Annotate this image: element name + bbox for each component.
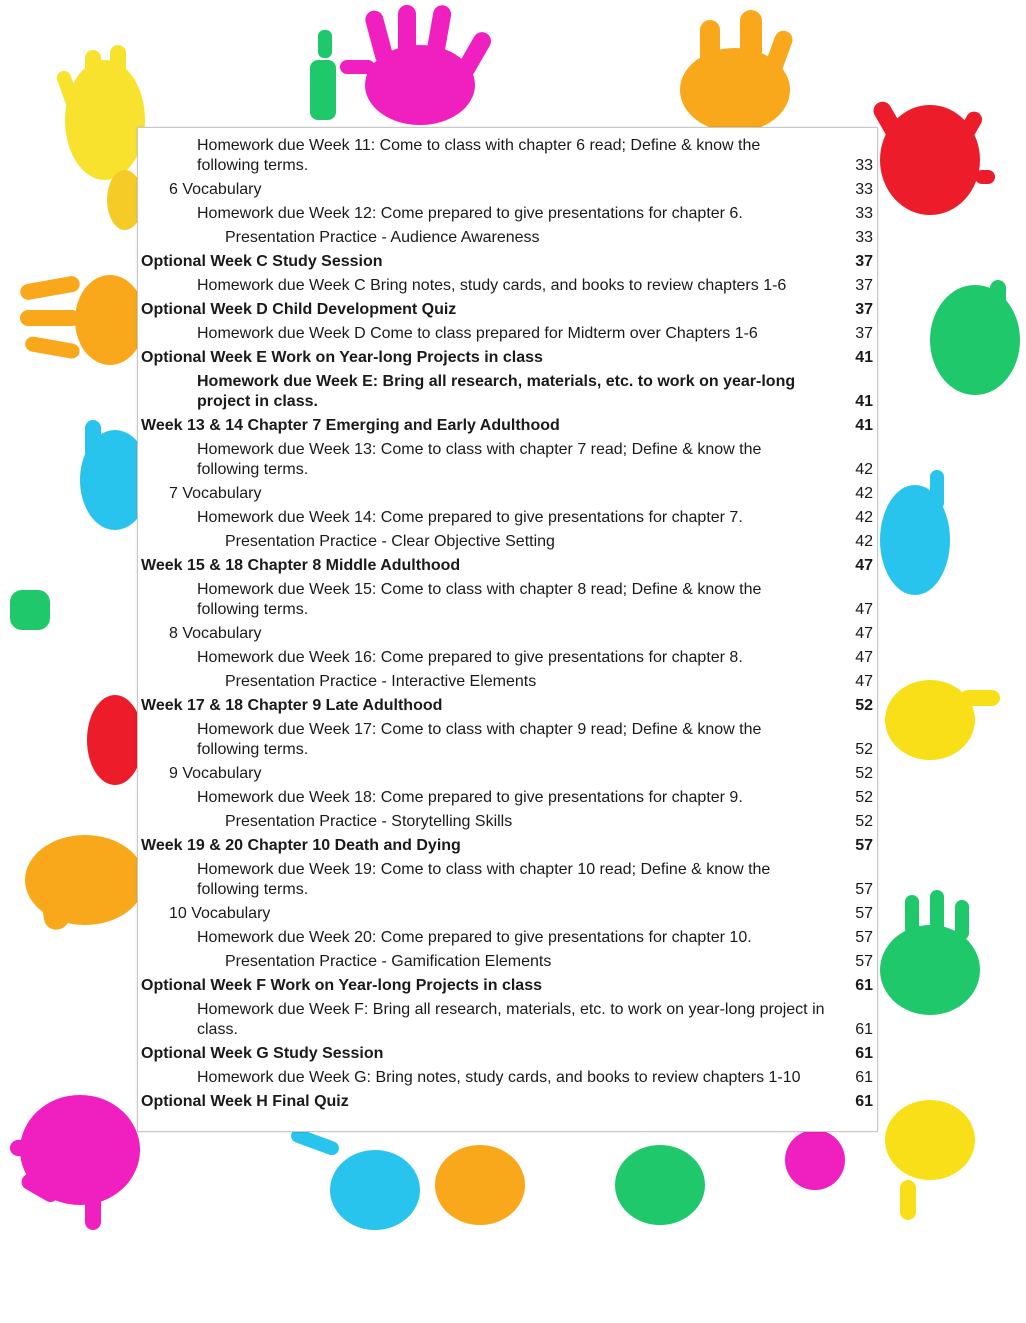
handprint-cyan-right	[880, 470, 950, 595]
toc-entry-title: 6 Vocabulary	[169, 181, 262, 198]
handprint-magenta-bottom-right	[785, 1130, 845, 1190]
toc-entry-title: Optional Week F Work on Year-long Projects in class	[141, 977, 542, 994]
toc-entry-title: Week 17 & 18 Chapter 9 Late Adulthood	[141, 697, 443, 714]
toc-entry-title: Homework due Week 14: Come prepared to give presentations for chapter 7.	[197, 509, 743, 526]
toc-entry-title: Homework due Week 17: Come to class with chapter 9 read; Define & know the	[197, 721, 762, 738]
handprint-red-left	[87, 695, 143, 785]
toc-entry-title: Homework due Week 11: Come to class with chapter 6 read; Define & know the	[197, 137, 761, 154]
toc-entry-title: Optional Week D Child Development Quiz	[141, 301, 457, 318]
toc-entry-title-continued: following terms.	[197, 601, 309, 618]
toc-entry-page-number: 57	[855, 837, 873, 854]
toc-entry-page-number: 41	[855, 417, 873, 434]
handprint-green-top	[310, 30, 336, 120]
toc-entry-page-number: 33	[855, 181, 873, 198]
toc-entry-title: Homework due Week D Come to class prepared for Midterm over Chapters 1-6	[197, 325, 758, 342]
toc-entry-title-continued: project in class.	[197, 393, 318, 410]
toc-entry-title: Presentation Practice - Gamification Elements	[225, 953, 552, 970]
toc-entry-title: Homework due Week 20: Come prepared to give presentations for chapter 10.	[197, 929, 752, 946]
handprint-red-top-right	[870, 98, 995, 215]
toc-entry-title: Week 19 & 20 Chapter 10 Death and Dying	[141, 837, 461, 854]
toc-entry-title: Optional Week G Study Session	[141, 1045, 384, 1062]
toc-entry-title-continued: following terms.	[197, 881, 309, 898]
toc-entry-page-number: 61	[855, 1093, 873, 1110]
handprint-magenta-top	[340, 4, 494, 125]
toc-entry-title: 10 Vocabulary	[169, 905, 271, 922]
toc-entry-title: Homework due Week G: Bring notes, study cards, and books to review chapters 1-10	[197, 1069, 801, 1086]
toc-entry-title: Presentation Practice - Interactive Elements	[225, 673, 537, 690]
table-of-contents-panel	[137, 127, 878, 1132]
toc-entry-title: 8 Vocabulary	[169, 625, 262, 642]
toc-entry-title: Homework due Week C Bring notes, study cards, and books to review chapters 1-6	[197, 277, 787, 294]
toc-entry-page-number: 57	[855, 953, 873, 970]
toc-entry-page-number: 47	[855, 673, 873, 690]
toc-entry-page-number: 52	[855, 765, 873, 782]
toc-entry-title: Homework due Week F: Bring all research, materials, etc. to work on year-long project in	[197, 1001, 825, 1018]
handprint-orange-bottom	[435, 1145, 525, 1225]
toc-entry-page-number: 37	[855, 277, 873, 294]
handprint-green-right-lower	[880, 890, 980, 1015]
toc-entry-page-number: 47	[855, 649, 873, 666]
toc-entry-title: Homework due Week 15: Come to class with chapter 8 read; Define & know the	[197, 581, 762, 598]
handprint-orange-top	[680, 10, 795, 132]
toc-entry-title: 9 Vocabulary	[169, 765, 262, 782]
toc-entry-page-number: 61	[855, 977, 873, 994]
toc-entry-title: Week 13 & 14 Chapter 7 Emerging and Early Adulthood	[141, 417, 560, 434]
toc-entry-page-number: 42	[855, 485, 873, 502]
toc-entry-title: Homework due Week 16: Come prepared to give presentations for chapter 8.	[197, 649, 743, 666]
toc-entry-title: Homework due Week E: Bring all research, materials, etc. to work on year-long	[197, 373, 796, 390]
handprint-green-right	[930, 280, 1020, 395]
toc-entry-title: Presentation Practice - Storytelling Skills	[225, 813, 513, 830]
toc-entry-title: Optional Week E Work on Year-long Projects in class	[141, 349, 543, 366]
toc-entry-page-number: 57	[855, 929, 873, 946]
toc-entry-title-continued: following terms.	[197, 157, 309, 174]
toc-entry-page-number: 61	[855, 1045, 873, 1062]
toc-entry-title: 7 Vocabulary	[169, 485, 262, 502]
toc-entry-page-number: 37	[855, 253, 873, 270]
toc-entry-page-number: 37	[855, 301, 873, 318]
toc-entry-page-number: 57	[855, 905, 873, 922]
toc-entry-page-number: 47	[855, 557, 873, 574]
toc-entry-title-continued: following terms.	[197, 461, 309, 478]
handprint-green-left	[10, 590, 50, 630]
handprint-yellow-top-left	[55, 45, 145, 230]
handprint-cyan-bottom	[289, 1127, 420, 1230]
toc-entry-page-number: 41	[855, 349, 873, 366]
toc-entry-page-number: 52	[855, 789, 873, 806]
toc-entry-title: Week 15 & 18 Chapter 8 Middle Adulthood	[141, 557, 461, 574]
toc-entry-page-number: 47	[855, 625, 873, 642]
toc-entry-title: Homework due Week 18: Come prepared to give presentations for chapter 9.	[197, 789, 743, 806]
toc-entry-page-number: 61	[855, 1069, 873, 1086]
handprint-yellow-bottom-right	[885, 1100, 975, 1220]
toc-entry-title: Homework due Week 19: Come to class with chapter 10 read; Define & know the	[197, 861, 771, 878]
toc-entry-title: Presentation Practice - Audience Awareness	[225, 229, 540, 246]
toc-entry-title: Presentation Practice - Clear Objective Setting	[225, 533, 555, 550]
toc-entry-page-number: 61	[855, 1021, 873, 1038]
toc-entry-title: Homework due Week 13: Come to class with chapter 7 read; Define & know the	[197, 441, 762, 458]
toc-entry-page-number: 47	[855, 601, 873, 618]
toc-entry-title: Optional Week H Final Quiz	[141, 1093, 349, 1110]
toc-entry-page-number: 33	[855, 157, 873, 174]
toc-entry-title: Homework due Week 12: Come prepared to give presentations for chapter 6.	[197, 205, 743, 222]
toc-entry-page-number: 52	[855, 813, 873, 830]
handprint-orange-left-lower	[25, 835, 145, 932]
toc-entry-title-continued: following terms.	[197, 741, 309, 758]
toc-entry-page-number: 42	[855, 533, 873, 550]
toc-entry-page-number: 37	[855, 325, 873, 342]
toc-entry-page-number: 57	[855, 881, 873, 898]
toc-entry-page-number: 42	[855, 461, 873, 478]
handprint-magenta-bottom-left	[10, 1095, 140, 1230]
handprint-orange-left	[19, 275, 145, 365]
handprint-green-bottom	[615, 1145, 705, 1225]
toc-entry-page-number: 52	[855, 697, 873, 714]
toc-entry-page-number: 52	[855, 741, 873, 758]
toc-entry-title: Optional Week C Study Session	[141, 253, 383, 270]
toc-entry-page-number: 33	[855, 205, 873, 222]
toc-entry-title-continued: class.	[197, 1021, 238, 1038]
toc-entry-page-number: 33	[855, 229, 873, 246]
toc-entry-page-number: 41	[855, 393, 873, 410]
handprint-yellow-right	[885, 680, 1000, 760]
toc-entry-page-number: 42	[855, 509, 873, 526]
